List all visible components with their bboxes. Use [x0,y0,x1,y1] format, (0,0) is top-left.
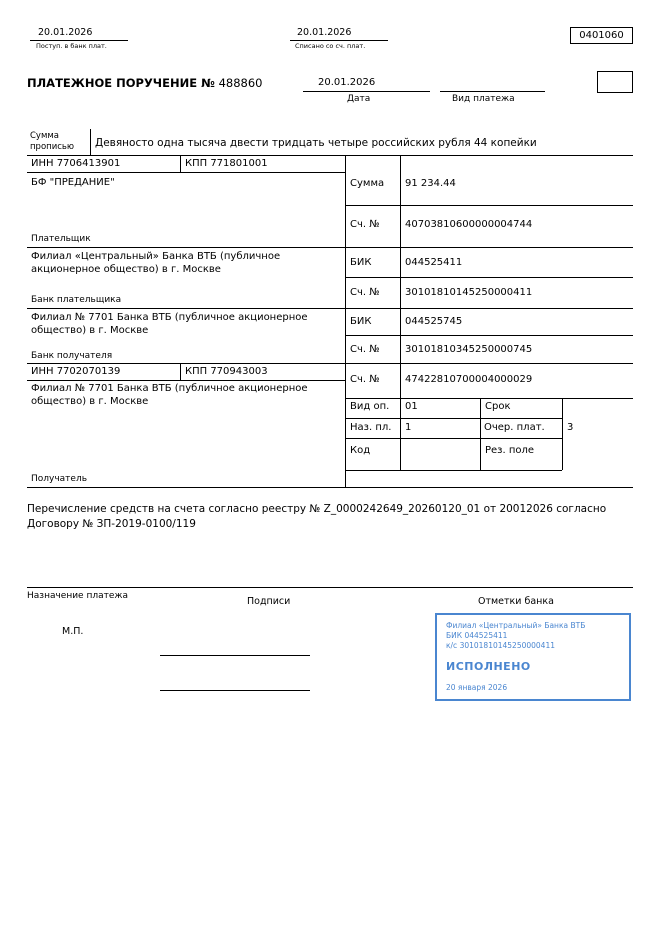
grid-line [400,155,401,470]
stamp-status: ИСПОЛНЕНО [446,660,531,674]
op-type-label: Вид оп. [350,401,390,412]
receiver-inn: ИНН 7702070139 [31,366,121,377]
grid-line [27,155,633,156]
debited-date: 20.01.2026 [297,27,352,38]
grid-line [90,129,91,155]
term-label: Срок [485,401,511,412]
receiver-account-label: Сч. № [350,374,380,385]
grid-line [345,398,633,399]
signatures-label: Подписи [247,596,291,607]
document-date: 20.01.2026 [318,77,376,88]
receiver-bank-account-label: Сч. № [350,344,380,355]
stamp-date: 20 января 2026 [446,683,508,693]
grid-line [27,380,345,381]
receiver-kpp: КПП 770943003 [185,366,268,377]
receiver-account: 47422810700004000029 [405,374,533,385]
payer-bank-name: Филиал «Центральный» Банка ВТБ (публичное акционерное общество) в г. Москве [31,251,281,275]
underline [290,40,388,41]
amount-words: Девяносто одна тысяча двести тридцать четыре российских рубля 44 копейки [95,137,537,149]
form-code: 0401060 [579,30,624,41]
stamp-bank-name: Филиал «Центральный» Банка ВТБ [446,621,586,630]
payer-kpp: КПП 771801001 [185,158,268,169]
underline [303,91,430,92]
receiver-label: Получатель [31,474,88,484]
payment-purpose-label: Назначение платежа [27,591,129,601]
grid-line [345,438,562,439]
reserve-label: Рез. поле [485,445,535,456]
payer-inn: ИНН 7706413901 [31,158,121,169]
bank-received-label: Поступ. в банк плат. [36,42,107,50]
grid-line [480,398,481,470]
grid-line [27,587,633,588]
payer-account-label: Сч. № [350,219,380,230]
grid-line [27,487,633,488]
op-type-value: 01 [405,401,418,412]
receiver-bank-bik: 044525745 [405,316,463,327]
payer-bank-bik: 044525411 [405,257,463,268]
grid-line [27,363,633,364]
receiver-bank-label: Банк получателя [31,351,113,361]
stamp-corr-account: к/с 30101810145250000411 [446,641,555,651]
sum-value: 91 234.44 [405,178,456,189]
grid-line [27,308,633,309]
receiver-bank-name: Филиал № 7701 Банка ВТБ (публичное акционерное общество) в г. Москве [31,312,308,336]
signature-line [160,655,310,656]
bank-received-date: 20.01.2026 [38,27,93,38]
payer-bank-label: Банк плательщика [31,295,122,305]
bank-marks-label: Отметки банка [478,596,554,607]
payer-bank-bik-label: БИК [350,257,372,268]
document-number: 488860 [218,76,263,90]
title-label: ПЛАТЕЖНОЕ ПОРУЧЕНИЕ № [27,76,215,90]
purpose-code-label: Наз. пл. [350,422,392,433]
payer-name: БФ "ПРЕДАНИЕ" [31,177,115,188]
amount-words-label: Сумма прописью [30,131,75,153]
sum-label: Сумма [350,178,385,189]
signature-line [160,690,310,691]
priority-value: 3 [567,422,574,433]
receiver-bank-bik-label: БИК [350,316,372,327]
grid-line [345,205,633,206]
payer-bank-account: 30101810145250000411 [405,287,533,298]
payer-label: Плательщик [31,234,91,244]
purpose-code-value: 1 [405,422,412,433]
grid-line [562,398,563,470]
payer-bank-account-label: Сч. № [350,287,380,298]
date-label: Дата [347,94,371,104]
payment-type-label: Вид платежа [452,94,515,104]
document-title [27,77,262,90]
form-code-box [570,27,633,44]
grid-line [180,155,181,172]
underline [440,91,545,92]
underline [30,40,128,41]
debited-label: Списано со сч. плат. [295,42,366,50]
grid-line [345,277,633,278]
grid-line [345,470,562,471]
grid-line [345,335,633,336]
payer-account: 40703810600000004744 [405,219,533,230]
payment-purpose-text: Перечисление средств на счета согласно реестру № Z_0000242649_20260120_01 от 20012026 согласно Договору № ЗП-2019-0100/119 [27,503,607,531]
receiver-bank-account: 30101810345250000745 [405,344,533,355]
payment-type-box [597,71,633,93]
grid-line [345,155,346,487]
stamp-place-label: М.П. [62,626,84,637]
code-label: Код [350,445,371,456]
grid-line [27,172,345,173]
receiver-name: Филиал № 7701 Банка ВТБ (публичное акционерное общество) в г. Москве [31,383,308,407]
stamp-bik: БИК 044525411 [446,631,508,641]
grid-line [180,363,181,380]
grid-line [27,247,633,248]
bank-stamp [435,613,631,701]
priority-label: Очер. плат. [484,422,545,433]
grid-line [345,418,562,419]
